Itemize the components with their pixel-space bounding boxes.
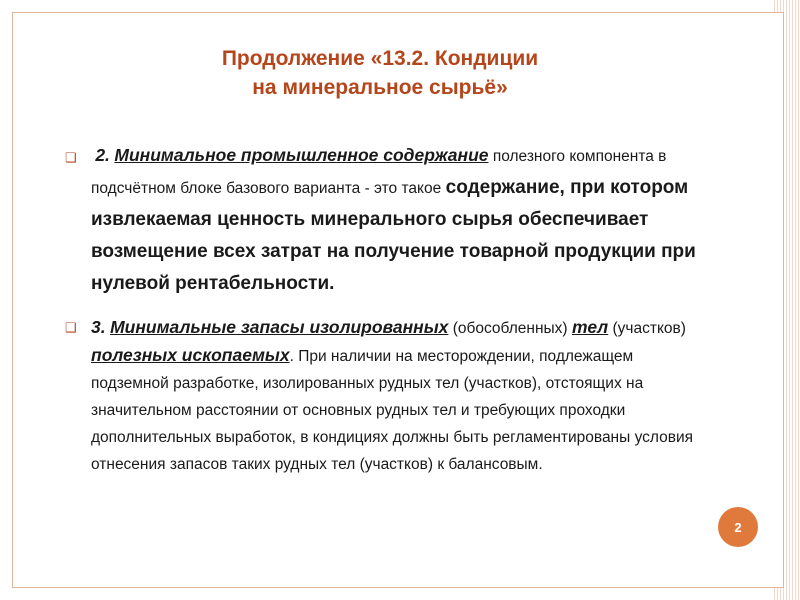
item-text: . При наличии на месторождении, подлежащем подземной разработке, изолированных рудных тел (участков), отстоящих на значительном расстоянии от основных рудных тел и требующих проходки дополнительных выработок, в кондициях должны быть регламентированы условия отнесения запасов таких рудных тел (участков) к балансовым.: [91, 348, 694, 473]
item-text: полезного компонента в подсчётном блоке базового варианта - это такое: [91, 148, 667, 197]
list-item: [58, 140, 708, 300]
title-line-2: на минеральное сырьё»: [252, 76, 508, 99]
item-text: (участков): [608, 320, 686, 337]
page-number-badge: 2: [718, 507, 758, 547]
title-line-1: Продолжение «13.2. Кондиции: [221, 47, 539, 70]
bullet-icon: ❑: [65, 150, 77, 165]
list-item: [58, 314, 708, 478]
item-number: 3.: [91, 317, 106, 337]
term: тел: [572, 317, 609, 337]
bullet-icon: ❑: [65, 320, 77, 335]
term: Минимальные запасы изолированных: [110, 317, 449, 337]
slide-title: [60, 44, 700, 102]
term: Минимальное промышленное содержание: [114, 145, 489, 165]
item-number: 2.: [95, 145, 110, 165]
item-text-bold: содержание, при котором извлекаемая ценность минерального сырья обеспечивает возмещение всех затрат на получение товарной продукции при нулевой рентабельности.: [91, 177, 696, 294]
item-text: (обособленных): [448, 320, 568, 337]
term: полезных ископаемых: [91, 345, 290, 365]
slide-body: [58, 140, 708, 478]
